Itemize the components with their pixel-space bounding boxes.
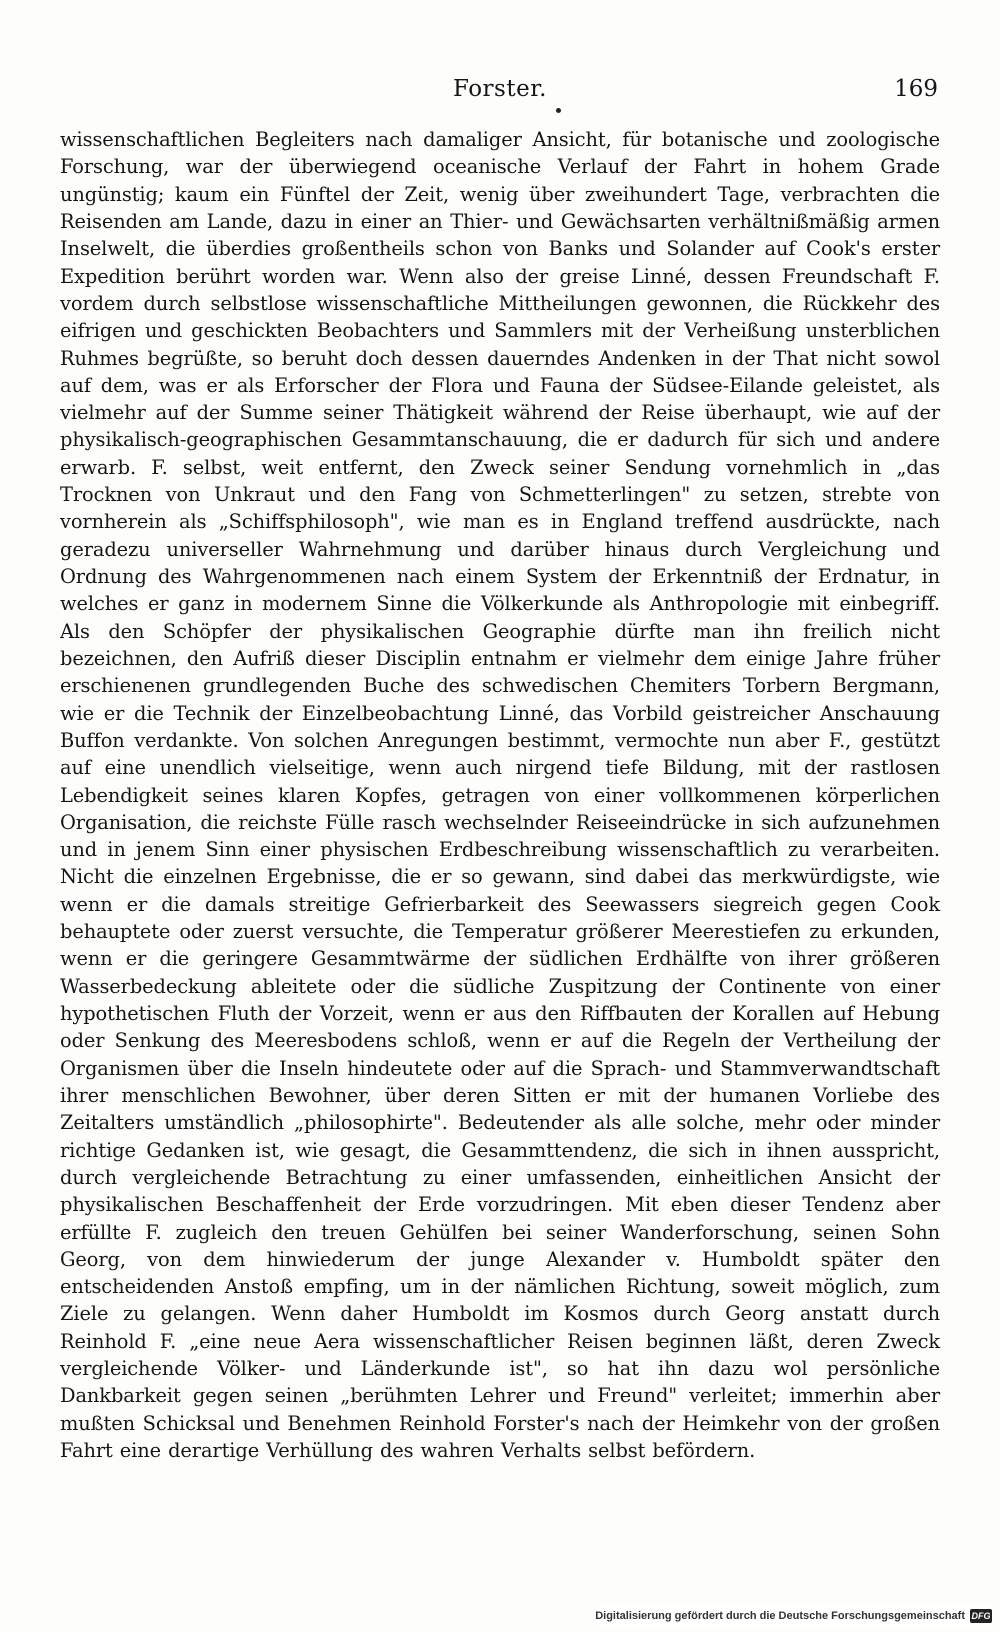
dfg-logo-icon: DFG bbox=[971, 1611, 991, 1621]
ink-dot-mark bbox=[556, 108, 561, 113]
digitization-footer bbox=[595, 1606, 992, 1626]
running-head bbox=[60, 76, 940, 110]
body-paragraph: wissenschaftlichen Begleiters nach damaliger Ansicht, für botanische und zoologische Forschung, war der überwiegend oceanische Verlauf der Fahrt in hohem Grade ungünstig; kaum ein Fünftel der Zeit, wenig über zweihundert Tage, verbrachten die Reisenden am Lande, dazu in einer an Thier- und Gewächsarten verhältnißmäßig armen Inselwelt, die überdies großentheils schon von Banks und Solander auf Cook's erster Expedition berührt worden war. Wenn also der greise Linné, dessen Freundschaft F. vordem durch selbstlose wissenschaftliche Mittheilungen gewonnen, die Rückkehr des eifrigen und geschickten Beobachters und Sammlers mit der Verheißung unsterblichen Ruhmes begrüßte, so beruht doch dessen dauerndes Andenken in der That nicht sowol auf dem, was er als Erforscher der Flora und Fauna der Südsee-Eilande geleistet, als vielmehr auf der Summe seiner Thätigkeit während der Reise überhaupt, wie auf der physikalisch-geographischen Gesammtanschauung, die er dadurch für sich und andere erwarb. F. selbst, weit entfernt, den Zweck seiner Sendung vornehmlich in „das Trocknen von Unkraut und den Fang von Schmetterlingen" zu setzen, strebte von vornherein als „Schiffsphilosoph", wie man es in England treffend ausdrückte, nach geradezu universeller Wahrnehmung und darüber hinaus durch Vergleichung und Ordnung des Wahrgenommenen nach einem System der Erkenntniß der Erdnatur, in welches er ganz in modernem Sinne die Völkerkunde als Anthropologie mit einbegriff. Als den Schöpfer der physikalischen Geographie dürfte man ihn freilich nicht bezeichnen, den Aufriß dieser Disciplin entnahm er vielmehr dem einige Jahre früher erschienenen grundlegenden Buche des schwedischen Chemiters Torbern Bergmann, wie er die Technik der Einzelbeobachtung Linné, das Vorbild geistreicher Anschauung Buffon verdankte. Von solchen Anregungen bestimmt, vermochte nun aber F., gestützt auf eine unendlich vielseitige, wenn auch nirgend tiefe Bildung, mit der rastlosen Lebendigkeit seines klaren Kopfes, getragen von einer vollkommenen körperlichen Organisation, die reichste Fülle rasch wechselnder Reiseeindrücke in sich aufzunehmen und in jenem Sinn einer physischen Erdbeschreibung wissenschaftlich zu verarbeiten. Nicht die einzelnen Ergebnisse, die er so gewann, sind dabei das merkwürdigste, wie wenn er die damals streitige Gefrierbarkeit des Seewassers siegreich gegen Cook behauptete oder zuerst versuchte, die Temperatur größerer Meerestiefen zu erkunden, wenn er die geringere Gesammtwärme der südlichen Erdhälfte von ihrer größeren Wasserbedeckung ableitete oder die südliche Zuspitzung der Continente von einer hypothetischen Fluth der Vorzeit, wenn er aus den Riffbauten der Korallen auf Hebung oder Senkung des Meeresbodens schloß, wenn er auf die Regeln der Vertheilung der Organismen über die Inseln hindeutete oder auf die Sprach- und Stammverwandtschaft ihrer menschlichen Bewohner, über deren Sitten er mit der humanen Vorliebe des Zeitalters umständlich „philosophirte". Bedeutender als alle solche, mehr oder minder richtige Gedanken ist, wie gesagt, die Gesammttendenz, die sich in ihnen ausspricht, durch vergleichende Betrachtung zu einer umfassenden, einheitlichen Ansicht der physikalischen Beschaffenheit der Erde vorzudringen. Mit eben dieser Tendenz aber erfüllte F. zugleich den treuen Gehülfen bei seiner Wanderforschung, seinen Sohn Georg, von dem hinwiederum der junge Alexander v. Humboldt später den entscheidenden Anstoß empfing, um in der nämlichen Richtung, soweit möglich, zum Ziele zu gelangen. Wenn daher Humboldt im Kosmos durch Georg anstatt durch Reinhold F. „eine neue Aera wissenschaftlicher Reisen beginnen läßt, deren Zweck vergleichende Völker- und Länderkunde ist", so hat ihn dazu wol persönliche Dankbarkeit gegen seinen „berühmten Lehrer und Freund" verleitet; immerhin aber mußten Schicksal und Benehmen Reinhold Forster's nach der Heimkehr von der großen Fahrt eine derartige Verhüllung des wahren Verhalts selbst befördern. bbox=[60, 128, 940, 1462]
running-title: Forster. bbox=[453, 76, 547, 102]
page-number: 169 bbox=[894, 76, 938, 102]
footer-credit: Digitalisierung gefördert durch die Deutsche Forschungsgemeinschaft bbox=[595, 1610, 965, 1622]
